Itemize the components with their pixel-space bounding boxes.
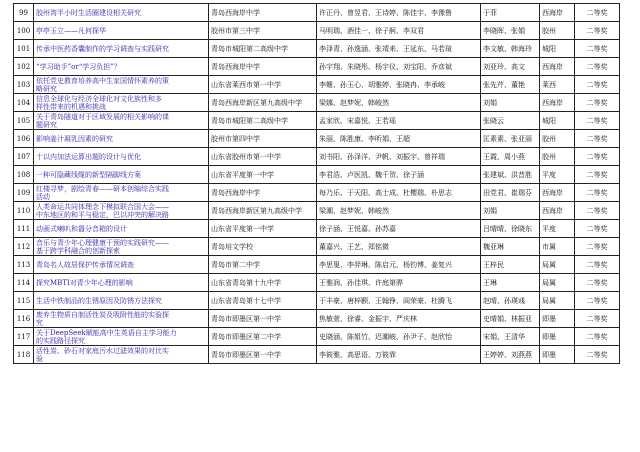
district-name: 胶州 (540, 130, 575, 148)
row-number: 112 (14, 238, 34, 256)
project-title (34, 4, 209, 22)
row-number: 102 (14, 58, 34, 76)
school-name: 胶州市第四中学 (209, 130, 317, 148)
award-level: 二等奖 (575, 202, 620, 220)
student-members: 李筱雅、高思语、万筱霏 (317, 346, 481, 364)
row-number: 106 (14, 130, 34, 148)
project-title (34, 148, 209, 166)
award-level: 二等奖 (575, 346, 620, 364)
district-name: 胶州 (540, 148, 575, 166)
table-row (14, 148, 620, 166)
student-members: 于丰豪、唐梓颢、王翰铮、阎荣豪、杜腾飞 (317, 292, 481, 310)
project-title-line: 废弃生物质自制活性炭及吸附性能的实验探 (36, 310, 169, 319)
district-name: 平度 (540, 166, 575, 184)
project-title (34, 310, 209, 328)
project-title (34, 220, 209, 238)
row-number: 99 (14, 4, 34, 22)
project-title (34, 184, 209, 202)
advisor-names: 田党君、崔瑞芬 (481, 184, 540, 202)
advisor-names: 刘娟 (481, 202, 540, 220)
project-title-line: 信息全球化与经济全球化对文化族性和多 (36, 94, 162, 103)
row-number: 107 (14, 148, 34, 166)
row-number: 108 (14, 166, 34, 184)
district-name: 胶州 (540, 22, 575, 40)
row-number: 116 (14, 310, 34, 328)
school-name: 青岛市即墨区第一中学 (209, 310, 317, 328)
school-name: 青岛市城阳第二高级中学 (209, 40, 317, 58)
row-number: 100 (14, 22, 34, 40)
school-name: 山东省莱西市第一中学 (209, 76, 317, 94)
school-name: 青岛西海岸中学 (209, 184, 317, 202)
school-name: 青岛培文学校 (209, 238, 317, 256)
award-level: 二等奖 (575, 22, 620, 40)
project-title (34, 328, 209, 346)
row-number: 117 (14, 328, 34, 346)
row-number: 105 (14, 112, 34, 130)
award-level: 二等奖 (575, 76, 620, 94)
student-members: 梁潮、赵梦妮、韩峻然 (317, 202, 481, 220)
district-name: 莱西 (540, 76, 575, 94)
row-number: 118 (14, 346, 34, 364)
row-number: 103 (14, 76, 34, 94)
project-title-line: 验 (36, 354, 43, 363)
advisor-names: 张先芹、董艳 (481, 76, 540, 94)
student-members: 每乃乐、于天阳、高士成、杜樱瑞、朴思志 (317, 184, 481, 202)
student-members: 徐子涵、王悦嘉、孙苏嘉 (317, 220, 481, 238)
project-title-line: 传承中医药香囊制作的学习调查与实践研究 (36, 44, 169, 53)
school-name: 青岛西海岸中学 (209, 4, 317, 22)
advisor-names: 刘娟 (481, 94, 540, 112)
project-title-line: 究 (36, 318, 43, 327)
school-name: 青岛西海岸中学 (209, 58, 317, 76)
project-title-line: 略研究 (36, 84, 57, 93)
row-number: 109 (14, 184, 34, 202)
project-title (34, 292, 209, 310)
district-name: 局属 (540, 256, 575, 274)
student-members: 马明瑞、酒佳一、徐子舸、李双君 (317, 22, 481, 40)
school-name: 青岛市城阳第二高级中学 (209, 112, 317, 130)
project-title-line: 依托党史教育培养高中生家国情怀素养的策 (36, 76, 169, 85)
advisor-names: 王琳 (481, 274, 540, 292)
table-row (14, 40, 620, 58)
award-level: 二等奖 (575, 40, 620, 58)
table-row (14, 4, 620, 22)
project-title-line: 生活中铁制品的生锈原因及防锈方法探究 (36, 296, 162, 305)
student-members: 朱丽、陈胜康、李昕娟、王超 (317, 130, 481, 148)
school-name: 胶州市第三中学 (209, 22, 317, 40)
school-name: 青岛市即墨区第二中学 (209, 328, 317, 346)
district-name: 市属 (540, 238, 575, 256)
student-members: 李泽青、孙逸涵、张靖来、王延东、马若瑄 (317, 40, 481, 58)
advisor-names: 魏亚琳 (481, 238, 540, 256)
project-title-line: 的实践路径探究 (36, 336, 85, 345)
project-title-line: 探究MBTI对青少年心理的影响 (36, 278, 133, 287)
row-number: 111 (14, 220, 34, 238)
district-name: 局属 (540, 292, 575, 310)
advisor-names: 李晓晖、张娟 (481, 22, 540, 40)
award-level: 二等奖 (575, 220, 620, 238)
table-row (14, 238, 620, 256)
district-name: 即墨 (540, 328, 575, 346)
project-title-line: 青岛名人故居保护传承情况调查 (36, 260, 134, 269)
project-title-line: 亭亭玉立——凡何探华 (36, 26, 106, 35)
project-title-line: 题研究 (36, 120, 57, 129)
student-members: 焦敏萱、徐睿、金振宇、严庆林 (317, 310, 481, 328)
district-name: 平度 (540, 220, 575, 238)
project-title-line: 活动 (36, 192, 50, 201)
award-level: 二等奖 (575, 310, 620, 328)
award-level: 二等奖 (575, 292, 620, 310)
school-name: 青岛西海岸新区第九高级中学 (209, 202, 317, 220)
project-title-line: 胶州湾半小时生活圈建设相关研究 (36, 8, 141, 17)
district-name: 即墨 (540, 346, 575, 364)
district-name: 城阳 (540, 40, 575, 58)
project-title-line: 基于跨学科融合的创新探索 (36, 246, 120, 255)
row-number: 104 (14, 94, 34, 112)
district-name: 即墨 (540, 310, 575, 328)
project-title-line: 样性带来的机遇和挑战 (36, 102, 106, 111)
project-title (34, 58, 209, 76)
student-members: 许正丹、曾昱君、王诗婷、陈佳宇、李豫鲁 (317, 4, 481, 22)
school-name: 青岛市第二中学 (209, 256, 317, 274)
district-name: 西海岸 (540, 4, 575, 22)
student-members: 孙宇翔、朱晓彤、杨宇仪、刘宝阳、乔彦斌 (317, 58, 481, 76)
advisor-names: 史晴娟、林振亚 (481, 310, 540, 328)
district-name: 西海岸 (540, 58, 575, 76)
project-title-line: 影响姜汁凝乳因素的研究 (36, 134, 113, 143)
award-table-sheet (13, 3, 619, 364)
project-title-line: 动画式喇叭和嚣分音箱的设计 (36, 224, 127, 233)
project-title (34, 94, 209, 112)
student-members: 刘书阳、孙泽洋、尹帆、刘振宇、曾祥瑞 (317, 148, 481, 166)
row-number: 114 (14, 274, 34, 292)
advisor-names: 于菲 (481, 4, 540, 22)
table-row (14, 346, 620, 364)
project-title-line: 活性炭、砂石对家庭污水过滤效果的对比实 (36, 346, 169, 355)
project-title (34, 130, 209, 148)
award-level: 二等奖 (575, 256, 620, 274)
table-row (14, 310, 620, 328)
district-name: 局属 (540, 274, 575, 292)
school-name: 山东省青岛第十七中学 (209, 292, 317, 310)
advisor-names: 王梓民 (481, 256, 540, 274)
school-name: 青岛市即墨区第一中学 (209, 346, 317, 364)
student-members: 孟家欣、宋嘉悦、王若瑶 (317, 112, 481, 130)
project-title (34, 238, 209, 256)
table-row (14, 202, 620, 220)
school-name: 山东省平度第一中学 (209, 220, 317, 238)
table-row (14, 130, 620, 148)
table-row (14, 94, 620, 112)
table-row (14, 112, 620, 130)
project-title (34, 346, 209, 364)
project-title-line: 中东地区的和平与稳定，巴以冲突的解决路 (36, 210, 169, 219)
table-row (14, 58, 620, 76)
table-row (14, 220, 620, 238)
award-level: 二等奖 (575, 148, 620, 166)
table-row (14, 274, 620, 292)
award-level: 二等奖 (575, 130, 620, 148)
school-name: 山东省胶州市第一中学 (209, 148, 317, 166)
project-title (34, 256, 209, 274)
project-title (34, 274, 209, 292)
school-name: 山东省青岛第十九中学 (209, 274, 317, 292)
table-row (14, 166, 620, 184)
row-number: 113 (14, 256, 34, 274)
student-members: 王雅润、孙佳琪、许庭第骅 (317, 274, 481, 292)
award-level: 二等奖 (575, 274, 620, 292)
table-row (14, 22, 620, 40)
student-members: 董嘉兴、王艺、郑铭微 (317, 238, 481, 256)
advisor-names: 匡素素、张亚丽 (481, 130, 540, 148)
project-title (34, 166, 209, 184)
district-name: 西海岸 (540, 202, 575, 220)
project-title (34, 22, 209, 40)
district-name: 西海岸 (540, 184, 575, 202)
project-title-line: 关于青岛隧道对于区域发展的相关影响的课 (36, 112, 169, 121)
table-row (14, 256, 620, 274)
school-name: 山东省平度第一中学 (209, 166, 317, 184)
student-members: 李君浩、卢医凯、魏千贺、徐子涵 (317, 166, 481, 184)
student-members: 梁娜、赵梦妮、韩峻然 (317, 94, 481, 112)
table-row (14, 292, 620, 310)
award-level: 二等奖 (575, 58, 620, 76)
advisor-names: 刘亚玲、高文 (481, 58, 540, 76)
award-table (13, 3, 620, 364)
project-title (34, 202, 209, 220)
district-name: 城阳 (540, 112, 575, 130)
advisor-names: 宋娟、王清华 (481, 328, 540, 346)
project-title-line: “学习助手”or“学习负担”？ (36, 62, 121, 71)
award-level: 二等奖 (575, 166, 620, 184)
award-level: 二等奖 (575, 94, 620, 112)
student-members: 史晓涵、陈姐竹、迟潮峻、孙尹子、赵欣怡 (317, 328, 481, 346)
project-title-line: 红楼寻梦，剧绘青春——研本创编综合实践 (36, 184, 169, 193)
advisor-names: 王霞、周小燕 (481, 148, 540, 166)
table-row (14, 76, 620, 94)
award-level: 二等奖 (575, 238, 620, 256)
advisor-names: 赵晴、孙瑛彧 (481, 292, 540, 310)
row-number: 101 (14, 40, 34, 58)
school-name: 青岛西海岸新区第九高级中学 (209, 94, 317, 112)
advisor-names: 王婷婷、刘燕燕 (481, 346, 540, 364)
award-level: 二等奖 (575, 4, 620, 22)
advisor-names: 李文敏、韩海玲 (481, 40, 540, 58)
project-title-line: 人类命运共同体理念下模拟联合国大会—— (36, 202, 169, 211)
project-title-line: 音乐与青少年心理健康干预的实践研究—— (36, 238, 169, 247)
award-level: 二等奖 (575, 328, 620, 346)
advisor-names: 张建斌、洪昔胜 (481, 166, 540, 184)
student-members: 李思叟、李羿琳、陈启元、杨钧博、姜复兴 (317, 256, 481, 274)
award-level: 二等奖 (575, 112, 620, 130)
project-title-line: 十以内加法运算出题的设计与优化 (36, 152, 141, 161)
table-row (14, 328, 620, 346)
district-name: 西海岸 (540, 94, 575, 112)
project-title-line: 关于DeepSeek赋能高中生英语自主学习能力 (36, 328, 177, 337)
award-level: 二等奖 (575, 184, 620, 202)
project-title-line: 一种可隐藏线缆的新型隔脚线方案 (36, 170, 141, 179)
student-members: 李姗、孙玉心、胡雅婷、张晓冉、李承峻 (317, 76, 481, 94)
table-row (14, 184, 620, 202)
advisor-names: 吕晴晴、徐晓东 (481, 220, 540, 238)
project-title (34, 76, 209, 94)
project-title (34, 112, 209, 130)
advisor-names: 张晓云 (481, 112, 540, 130)
project-title (34, 40, 209, 58)
row-number: 115 (14, 292, 34, 310)
row-number: 110 (14, 202, 34, 220)
